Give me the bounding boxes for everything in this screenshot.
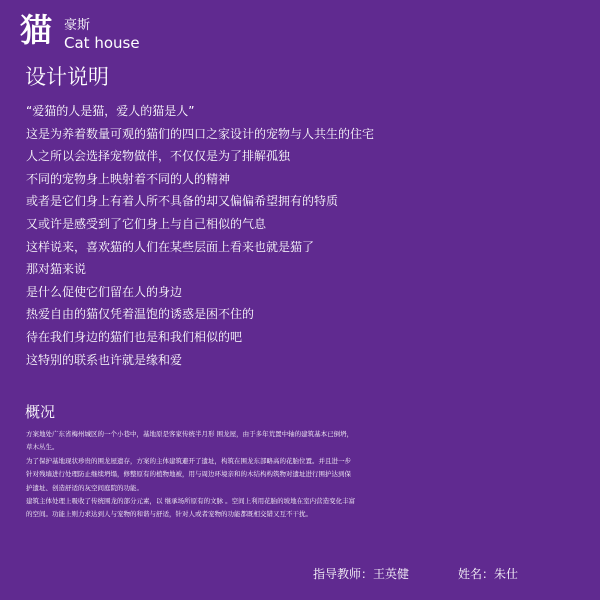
- design-line: 这是为养着数量可观的猫们的四口之家设计的宠物与人共生的住宅: [26, 126, 375, 141]
- overview-line: 方案地处广东省梅州城区的一个小巷中，基地原是客家传统半月形 围龙屋，由于多年荒置中轴的建筑基本已倒坍，: [26, 430, 354, 438]
- overview-heading: 概况: [25, 403, 56, 421]
- overview-line: 草木丛生。: [26, 443, 59, 452]
- design-line: 是什么促使它们留在人的身边: [26, 284, 183, 299]
- design-line: 不同的宠物身上映射着不同的人的精神: [26, 171, 231, 186]
- logo-title-character: 猫: [20, 11, 53, 49]
- instructor-credit: 指导教师：王英健: [313, 567, 410, 581]
- overview-line: 建筑主体处理上吸收了传统围龙的部分元素，以 继承场所原有的文脉 。空间上利用花胎的坡地在室内营造变化丰富: [26, 497, 356, 506]
- design-line: 待在我们身边的猫们也是和我们相似的吧: [26, 329, 243, 344]
- overview-text: [26, 428, 466, 522]
- design-line: 人之所以会选择宠物做伴，不仅仅是为了排解孤独: [26, 149, 291, 164]
- design-line: 又或许是感受到了它们身上与自己相似的气息: [26, 216, 267, 231]
- design-line: 热爱自由的猫仅凭着温饱的诱惑是困不住的: [26, 307, 255, 322]
- title-english-subtitle: Cat house: [64, 34, 140, 52]
- design-line: “爱猫的人是猫，爱人的猫是人”: [26, 104, 195, 118]
- overview-line: 的空间。功能上则力求达到人与宠物的和谐与舒适，针对人或者宠物的功能都既相交错又互不干扰。: [26, 510, 312, 519]
- overview-line: 为了保护基地现状珍贵的围龙屋遗存，方案的主体建筑避开了遗址，构筑在围龙东部略高的花胎位置。并且进一步: [26, 456, 351, 465]
- overview-line: 护遗址、创造舒适的灰空间庭院的功能。: [26, 483, 143, 492]
- design-description-text: [26, 100, 486, 371]
- design-description-heading: 设计说明: [25, 65, 109, 89]
- design-line: 那对猫来说: [26, 262, 87, 277]
- student-name: 姓名：朱仕: [458, 567, 519, 581]
- overview-line: 针对残墙进行处理防止继续坍塌，修整原有的植物地被，用与周边环境亲和的木结构构筑物对遗址进行围护达到保: [26, 470, 351, 479]
- title-chinese-subtitle: 豪斯: [64, 18, 91, 33]
- design-line: 或者是它们身上有着人所不具备的却又偏偏希望拥有的特质: [26, 194, 339, 209]
- design-line: 这特别的联系也许就是缘和爱: [26, 352, 183, 367]
- design-line: 这样说来，喜欢猫的人们在某些层面上看来也就是猫了: [26, 239, 315, 254]
